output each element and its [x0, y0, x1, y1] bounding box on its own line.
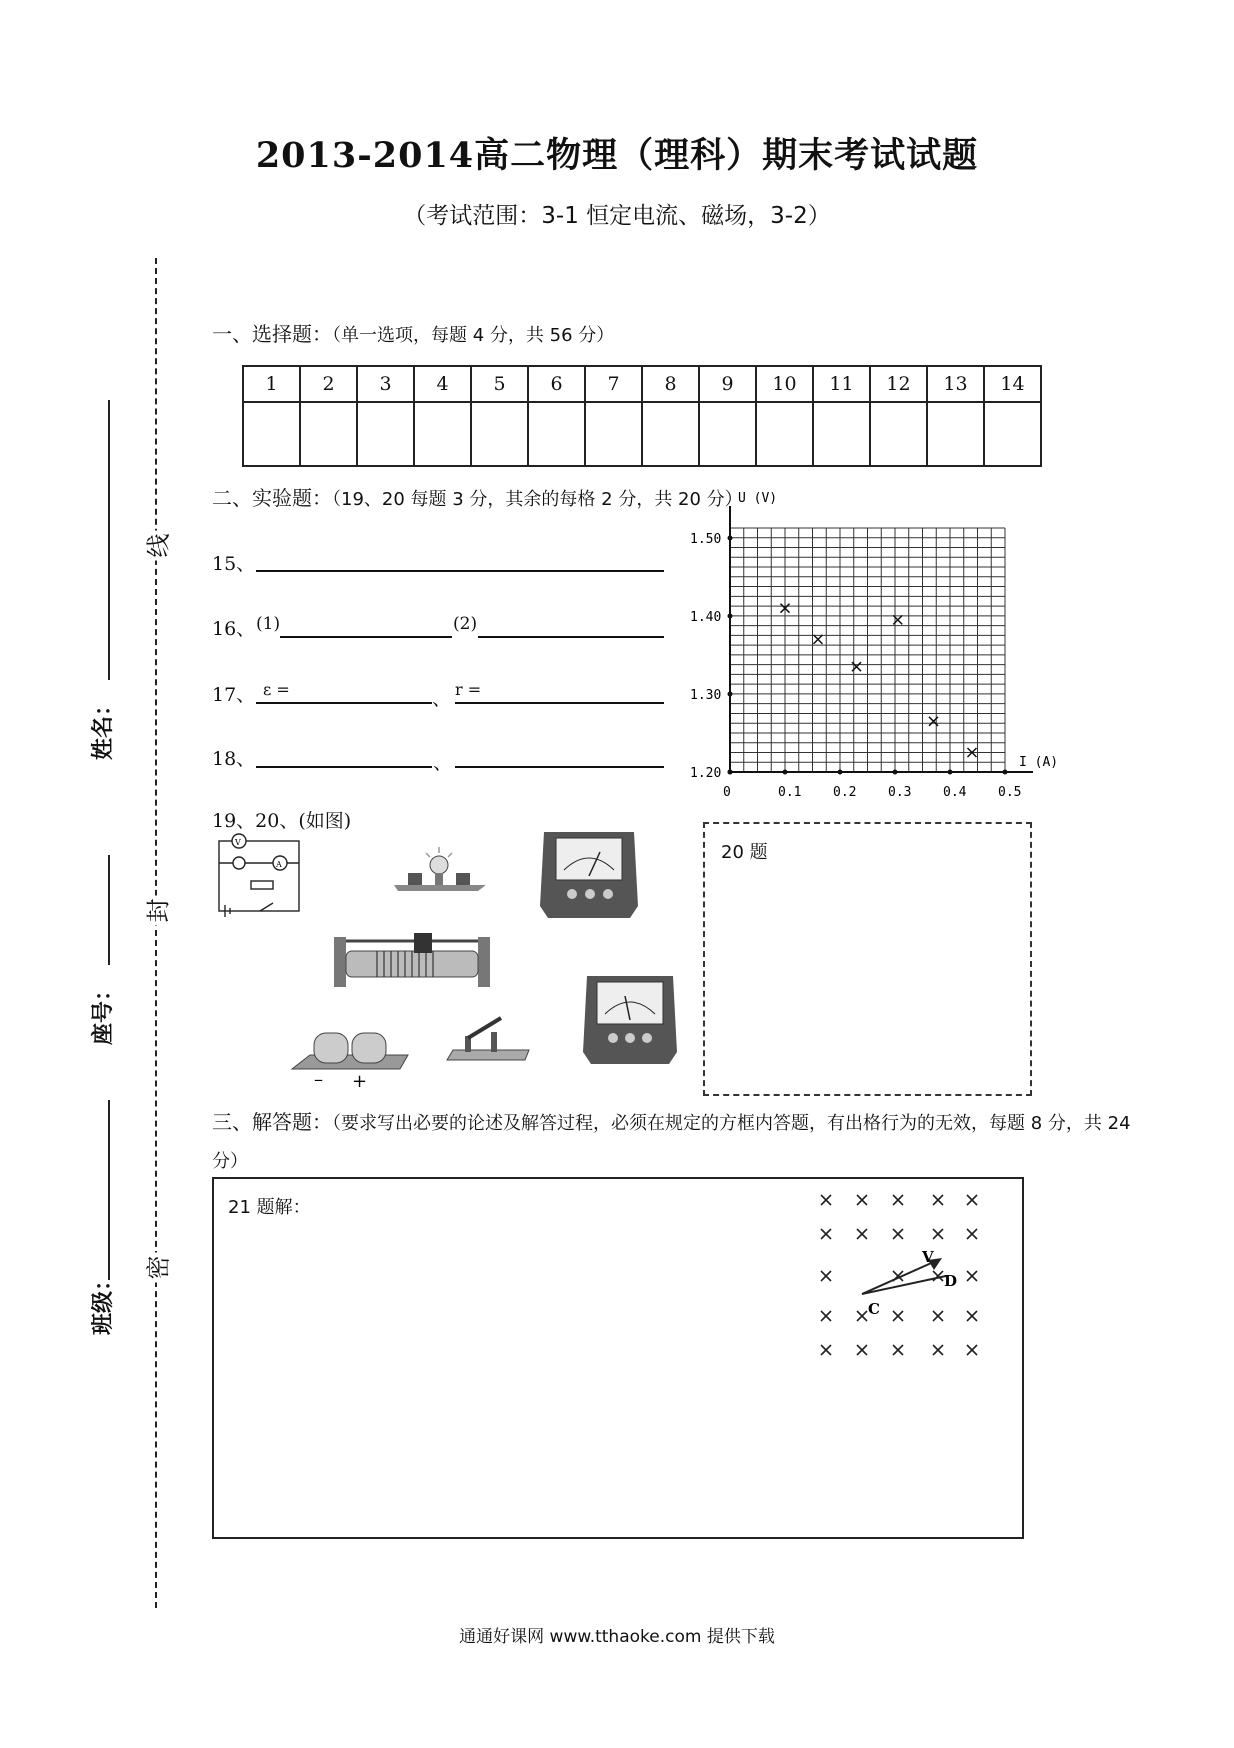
section1-note: （单一选项，每题 4 分，共 56 分） — [332, 325, 615, 346]
u-i-graph — [680, 491, 1060, 810]
answer-number-row — [243, 366, 1041, 402]
x-axis-label: I (A) — [1019, 755, 1059, 770]
answer-sheet-table — [242, 365, 1042, 467]
y-tick-mark — [728, 614, 733, 619]
c-d-segment — [862, 1276, 946, 1294]
x-tick-label: 0.5 — [998, 785, 1022, 800]
q20-box-title: 20 题 — [721, 842, 768, 863]
ammeter-symbol: A — [276, 860, 282, 869]
x-tick-label: 0.4 — [943, 785, 967, 800]
q16-label: 16、 — [212, 618, 256, 640]
velocity-label: V — [922, 1248, 934, 1266]
section3-heading: 三、解答题： — [212, 1110, 332, 1134]
question-number: 10 — [756, 366, 813, 402]
field-cross-mark — [821, 1229, 831, 1239]
q15-label: 15、 — [212, 553, 256, 575]
question-number: 11 — [813, 366, 870, 402]
section3-note: （要求写出必要的论述及解答过程，必须在规定的方框内答题，有出格行为的无效，每题 8 分，共 24 分） — [212, 1113, 1131, 1172]
x-tick-label: 0.2 — [833, 785, 857, 800]
section1-heading-row — [212, 318, 614, 347]
rheostat-apparatus — [322, 925, 502, 993]
point-c-label: C — [868, 1300, 880, 1318]
q18-label: 18、 — [212, 748, 256, 770]
field-cross-mark — [933, 1345, 943, 1355]
x-tick-mark — [948, 770, 953, 775]
field-cross-mark — [967, 1311, 977, 1321]
question-number: 2 — [300, 366, 357, 402]
question-number: 1 — [243, 366, 300, 402]
exam-scope-subtitle: （考试范围：3-1 恒定电流、磁场，3-2） — [403, 203, 831, 229]
field-cross-mark — [857, 1311, 867, 1321]
y-tick-mark — [728, 536, 733, 541]
q18-blank-1[interactable] — [256, 766, 432, 768]
question-number: 7 — [585, 366, 642, 402]
question-number: 4 — [414, 366, 471, 402]
battery-minus-symbol: – — [314, 1069, 323, 1090]
y-tick-label: 1.30 — [690, 688, 722, 703]
q18-blank-2[interactable] — [455, 766, 664, 768]
y-axis-label: U (V) — [738, 491, 778, 506]
question-number: 5 — [471, 366, 528, 402]
name-underline — [108, 400, 110, 680]
field-cross-mark — [967, 1345, 977, 1355]
q18-separator: 、 — [433, 752, 453, 774]
binding-dashed-line — [155, 258, 157, 1608]
answer-cell[interactable] — [243, 402, 300, 466]
answer-cell[interactable] — [585, 402, 642, 466]
answer-cell[interactable] — [300, 402, 357, 466]
field-cross-mark — [821, 1311, 831, 1321]
q17-emf-label: ε = — [263, 680, 290, 699]
answer-cell[interactable] — [870, 402, 927, 466]
circuit-diagram — [215, 833, 305, 923]
q17-separator: 、 — [432, 688, 452, 710]
q17-r-blank[interactable] — [455, 702, 664, 704]
q19-20-label: 19、20、(如图) — [212, 810, 352, 832]
field-cross-mark — [857, 1229, 867, 1239]
q20-answer-box[interactable] — [703, 822, 1032, 1096]
q17-r-label: r = — [455, 680, 482, 699]
name-label: 姓名： — [91, 693, 116, 760]
bulb-apparatus — [390, 843, 490, 893]
q17-emf-blank[interactable] — [256, 702, 432, 704]
magnetic-field-diagram — [810, 1188, 1000, 1363]
q16-blank-1[interactable] — [280, 636, 452, 638]
field-cross-mark — [967, 1229, 977, 1239]
x-tick-mark — [1003, 770, 1008, 775]
seal-seal-char: 封 — [139, 896, 174, 926]
page-title: 2013-2014高二物理（理科）期末考试试题 — [255, 135, 979, 176]
x-tick-mark — [783, 770, 788, 775]
field-cross-mark — [857, 1195, 867, 1205]
answer-cell[interactable] — [642, 402, 699, 466]
answer-cell[interactable] — [528, 402, 585, 466]
seat-label: 座号： — [91, 978, 116, 1045]
question-number: 3 — [357, 366, 414, 402]
field-cross-mark — [893, 1229, 903, 1239]
point-d-label: D — [944, 1272, 958, 1290]
question-number: 12 — [870, 366, 927, 402]
ammeter-apparatus — [577, 970, 682, 1070]
answer-cell[interactable] — [984, 402, 1041, 466]
seat-underline — [108, 855, 110, 965]
class-label: 班级： — [91, 1268, 116, 1335]
seal-line-char: 线 — [139, 531, 174, 561]
x-tick-label: 0.3 — [888, 785, 912, 800]
class-underline — [108, 1100, 110, 1280]
field-cross-mark — [933, 1311, 943, 1321]
field-cross-mark — [933, 1229, 943, 1239]
battery-apparatus — [290, 1015, 410, 1091]
y-tick-label: 1.50 — [690, 532, 722, 547]
field-cross-mark — [933, 1195, 943, 1205]
section2-note: （19、20 每题 3 分，其余的每格 2 分，共 20 分） — [332, 489, 743, 510]
question-number: 14 — [984, 366, 1041, 402]
x-tick-label: 0 — [723, 785, 731, 800]
answer-cell[interactable] — [813, 402, 870, 466]
question-number: 8 — [642, 366, 699, 402]
q16-blank-2[interactable] — [478, 636, 664, 638]
y-tick-mark — [728, 692, 733, 697]
section2-heading: 二、实验题： — [212, 486, 332, 510]
q16-part1-label: (1) — [256, 614, 281, 634]
question-number: 9 — [699, 366, 756, 402]
data-point — [814, 635, 823, 644]
field-cross-mark — [967, 1271, 977, 1281]
voltmeter-apparatus — [534, 826, 644, 922]
field-cross-mark — [893, 1311, 903, 1321]
voltmeter-symbol: V — [235, 838, 241, 847]
answer-cell[interactable] — [927, 402, 984, 466]
q16-part2-label: (2) — [453, 614, 478, 634]
y-tick-label: 1.40 — [690, 610, 722, 625]
x-tick-mark — [893, 770, 898, 775]
switch-apparatus — [445, 1010, 530, 1070]
section3-heading-row — [212, 1104, 1132, 1180]
answer-cell[interactable] — [699, 402, 756, 466]
footer-source: 通通好课网 www.tthaoke.com 提供下载 — [459, 1627, 775, 1647]
answer-cell[interactable] — [414, 402, 471, 466]
question-number: 6 — [528, 366, 585, 402]
answer-blank-row — [243, 402, 1041, 466]
answer-cell[interactable] — [756, 402, 813, 466]
x-tick-label: 0.1 — [778, 785, 802, 800]
section2-heading-row — [212, 482, 743, 511]
x-tick-mark — [838, 770, 843, 775]
field-cross-mark — [821, 1345, 831, 1355]
field-cross-mark — [893, 1195, 903, 1205]
q15-blank[interactable] — [256, 570, 664, 572]
answer-cell[interactable] — [357, 402, 414, 466]
section1-heading: 一、选择题： — [212, 322, 332, 346]
field-cross-mark — [857, 1345, 867, 1355]
field-cross-mark — [821, 1195, 831, 1205]
field-cross-mark — [893, 1345, 903, 1355]
field-cross-mark — [821, 1271, 831, 1281]
question-number: 13 — [927, 366, 984, 402]
battery-plus-symbol: + — [352, 1071, 368, 1092]
y-tick-mark — [728, 770, 733, 775]
q21-box-title: 21 题解： — [228, 1197, 311, 1218]
y-tick-label: 1.20 — [690, 766, 722, 781]
q17-label: 17、 — [212, 684, 256, 706]
answer-cell[interactable] — [471, 402, 528, 466]
seal-secret-char: 密 — [139, 1253, 174, 1283]
field-cross-mark — [967, 1195, 977, 1205]
